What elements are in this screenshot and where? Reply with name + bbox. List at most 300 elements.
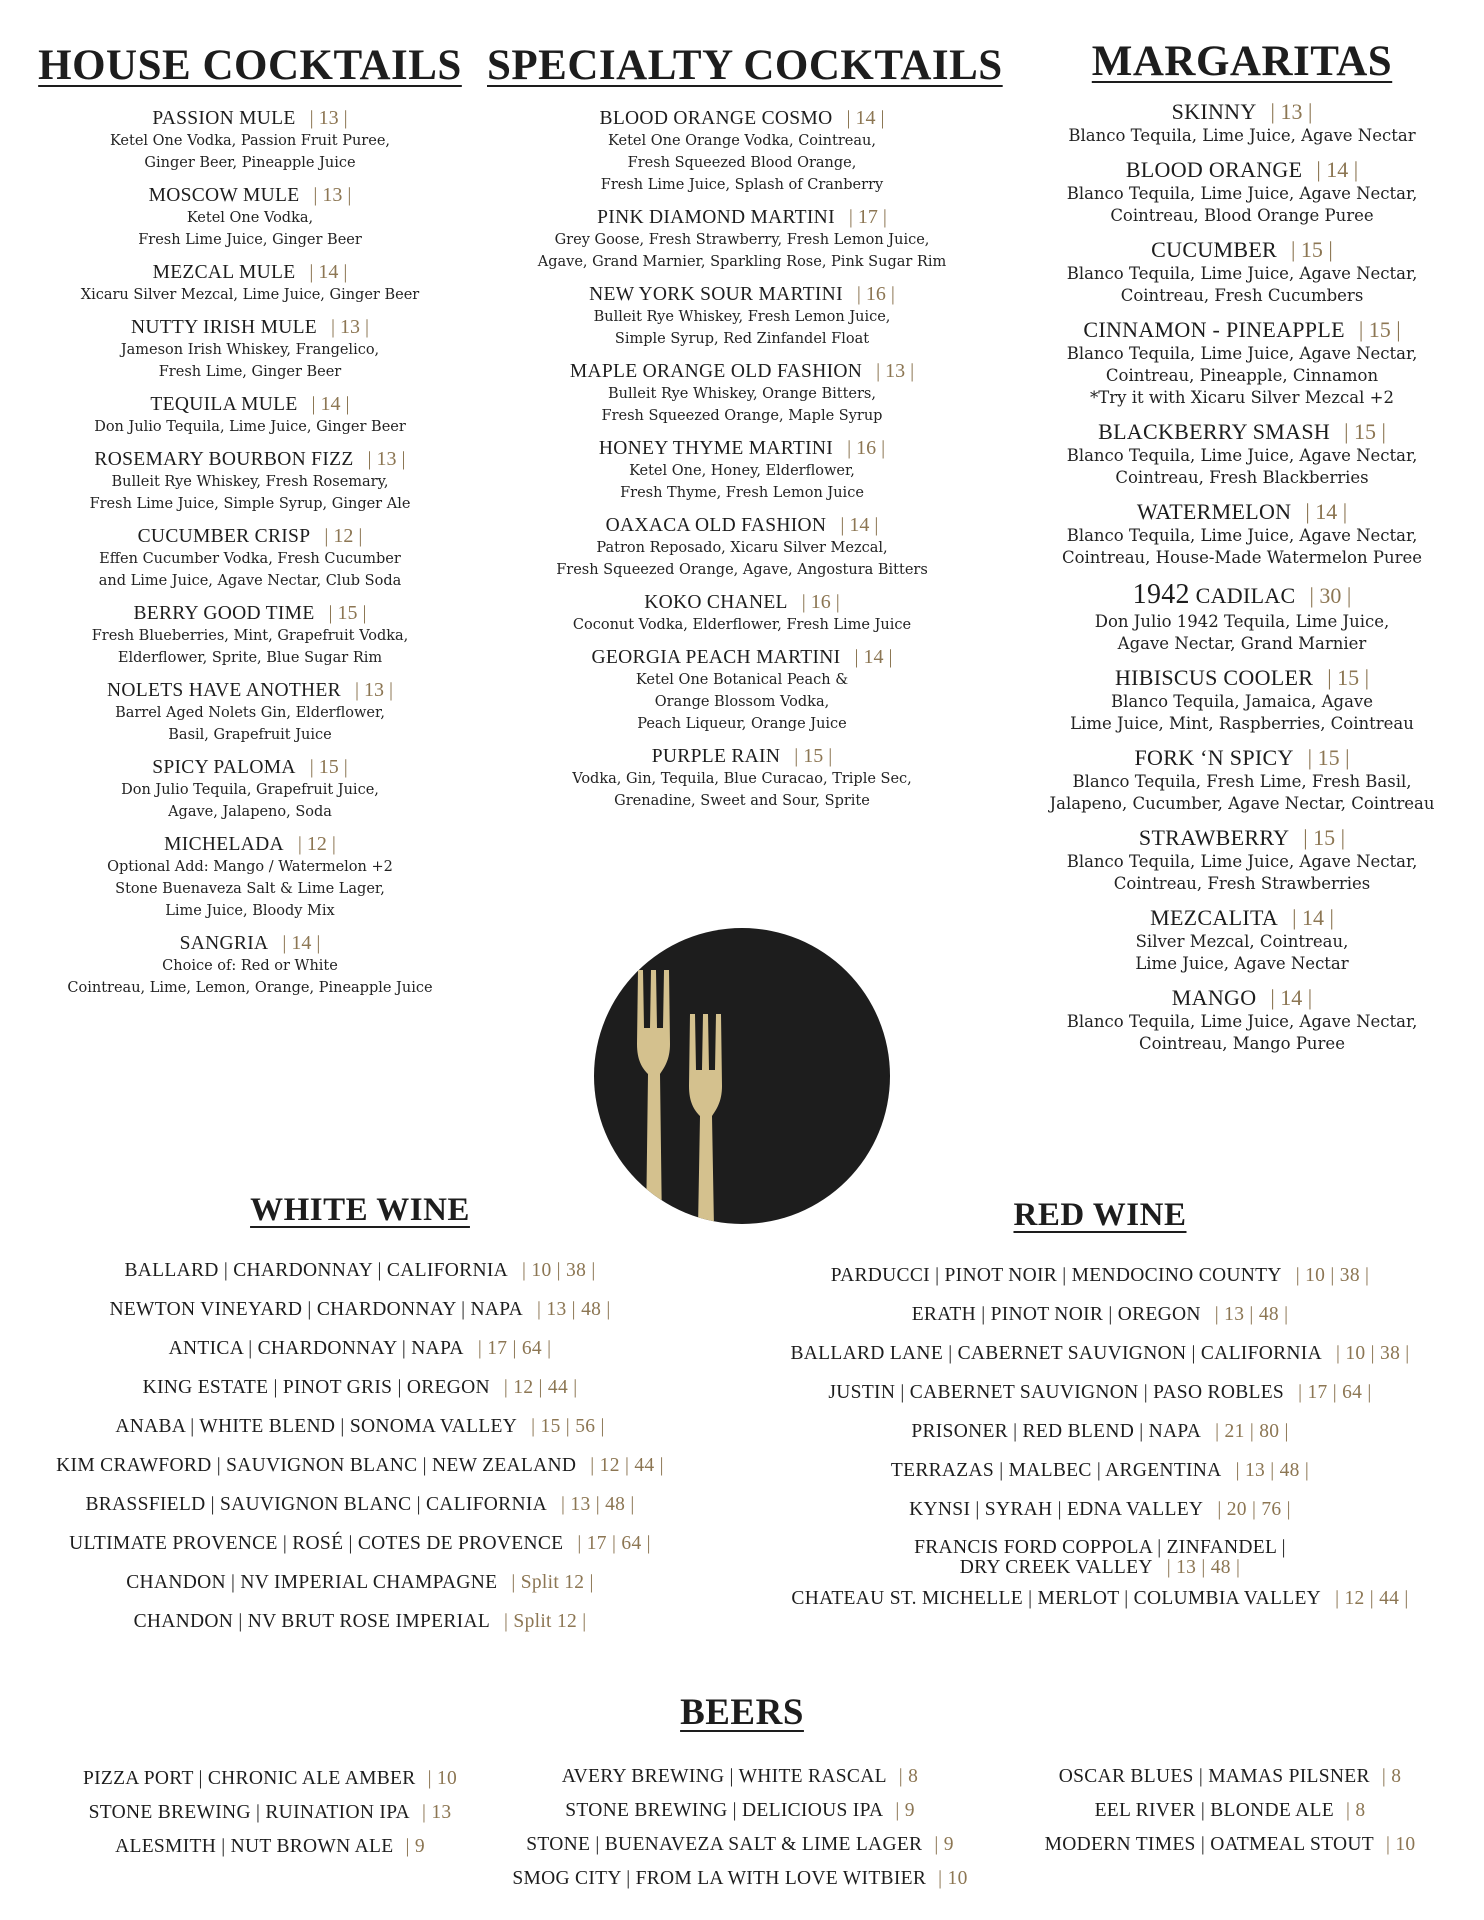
wine-name: CHANDON | NV BRUT ROSE IMPERIAL (133, 1611, 491, 1632)
menu-item (1022, 99, 1462, 147)
menu-item-price: | 14 | (1305, 499, 1348, 524)
menu-item-description: Blanco Tequila, Lime Juice, Agave Nectar, (1066, 1012, 1418, 1031)
menu-item-description: Fresh Squeezed Orange, Maple Syrup (601, 408, 883, 424)
menu-item-description: Cointreau, Mango Puree (1139, 1034, 1345, 1053)
beer-price: | 9 (405, 1836, 425, 1857)
beer-row (1010, 1828, 1450, 1862)
red-wine-title: RED WINE (1013, 1197, 1187, 1233)
beer-price: | 10 (938, 1868, 968, 1889)
wine-name-continued: DRY CREEK VALLEY (959, 1557, 1153, 1578)
menu-item-price: | 13 | (367, 448, 406, 470)
menu-item-description: Fresh Lime Juice, Ginger Beer (138, 232, 362, 248)
beer-price: | 10 (1385, 1834, 1416, 1855)
menu-item-description: Grenadine, Sweet and Sour, Sprite (614, 793, 870, 809)
wine-name: NEWTON VINEYARD | CHARDONNAY | NAPA (109, 1299, 524, 1320)
margaritas-title: MARGARITAS (1091, 38, 1393, 85)
menu-item-header (30, 184, 470, 207)
menu-item-description: Ketel One Botanical Peach & (635, 672, 849, 688)
wine-row (20, 1446, 700, 1485)
beers-column-3 (1010, 1760, 1450, 1862)
menu-item-name: CUCUMBER CRISP (137, 526, 311, 547)
wine-name: PARDUCCI | PINOT NOIR | MENDOCINO COUNTY (830, 1265, 1282, 1286)
menu-item-name: BLACKBERRY SMASH (1098, 419, 1331, 444)
menu-item (30, 932, 470, 999)
menu-item-description: Fresh Lime Juice, Simple Syrup, Ginger Ale (89, 496, 411, 512)
menu-item-price: | 15 | (309, 756, 348, 778)
menu-item-name: WATERMELON (1136, 499, 1292, 524)
beers-heading (592, 1694, 892, 1731)
menu-item-description: Fresh Squeezed Orange, Agave, Angostura Bitters (556, 562, 928, 578)
menu-item-name: NOLETS HAVE ANOTHER (107, 680, 341, 701)
menu-item (487, 745, 997, 812)
menu-item-price: | 13 | (309, 107, 348, 129)
wine-row (20, 1563, 700, 1602)
menu-item-name: PINK DIAMOND MARTINI (597, 207, 835, 228)
menu-item-description: Optional Add: Mango / Watermelon +2 (107, 859, 393, 875)
wine-row (20, 1251, 700, 1290)
wine-row (20, 1602, 700, 1641)
menu-item-description: Ginger Beer, Pineapple Juice (144, 155, 356, 171)
beer-name: EEL RIVER | BLONDE ALE (1094, 1800, 1334, 1821)
menu-item-description: Effen Cucumber Vodka, Fresh Cucumber (99, 551, 401, 567)
menu-item-price: | 16 | (856, 283, 895, 305)
menu-item-header (30, 679, 470, 702)
wine-price: | 13 | 48 | (561, 1494, 635, 1515)
menu-item (1022, 579, 1462, 655)
menu-item-description: Blanco Tequila, Lime Juice, Agave Nectar, (1066, 852, 1418, 871)
menu-item-description: Ketel One Orange Vodka, Cointreau, (608, 133, 876, 149)
menu-item-price: | 13 | (313, 184, 352, 206)
menu-item-description: Grey Goose, Fresh Strawberry, Fresh Lemon Juice, (554, 232, 930, 248)
beer-price: | 8 (1381, 1766, 1402, 1787)
beers-column-2 (480, 1760, 1000, 1896)
house-cocktails-title: HOUSE COCKTAILS (38, 42, 462, 89)
menu-item-name: SANGRIA (179, 933, 269, 954)
menu-item-header (30, 393, 470, 416)
menu-item (30, 316, 470, 383)
menu-item-name: SPICY PALOMA (152, 757, 296, 778)
menu-item-description: Orange Blossom Vodka, (654, 694, 830, 710)
menu-item-price: | 14 | (840, 514, 879, 536)
wine-price: | 21 | 80 | (1215, 1421, 1289, 1442)
menu-item-description: Choice of: Red or White (162, 958, 338, 974)
menu-item-description: Don Julio Tequila, Grapefruit Juice, (121, 782, 379, 798)
beer-name: AVERY BREWING | WHITE RASCAL (561, 1766, 887, 1787)
menu-item (30, 525, 470, 592)
menu-item (487, 646, 997, 735)
menu-item-price: | 15 | (1291, 237, 1333, 262)
wine-row (750, 1295, 1450, 1334)
menu-item-price: | 14 | (1316, 157, 1359, 182)
menu-item-header (1022, 985, 1462, 1011)
beers-title: BEERS (680, 1692, 804, 1733)
menu-item (30, 107, 470, 174)
beer-price: | 13 (421, 1802, 452, 1823)
beer-name: STONE BREWING | DELICIOUS IPA (565, 1800, 884, 1821)
menu-item-name: MAPLE ORANGE OLD FASHION (569, 361, 863, 382)
beer-row (40, 1830, 500, 1864)
wine-row (750, 1490, 1450, 1529)
beer-price: | 8 (1345, 1800, 1366, 1821)
menu-item-header (1022, 499, 1462, 525)
menu-item-description: Vodka, Gin, Tequila, Blue Curacao, Triple Sec, (572, 771, 912, 787)
menu-item-description: Lime Juice, Agave Nectar (1135, 954, 1349, 973)
menu-item-description: Lime Juice, Mint, Raspberries, Cointreau (1070, 714, 1414, 733)
beer-row (480, 1760, 1000, 1794)
menu-item-header (30, 525, 470, 548)
menu-item-description: Coconut Vodka, Elderflower, Fresh Lime Juice (572, 617, 912, 633)
menu-item-description: Cointreau, Fresh Strawberries (1113, 874, 1371, 893)
menu-item (1022, 745, 1462, 815)
menu-item-price: | 16 | (801, 591, 840, 613)
wine-name: BRASSFIELD | SAUVIGNON BLANC | CALIFORNIA (85, 1494, 548, 1515)
wine-price: | 13 | 48 | (1166, 1557, 1241, 1578)
house-cocktails-list (30, 107, 470, 999)
menu-item (1022, 237, 1462, 307)
beer-row (480, 1862, 1000, 1896)
menu-item-header (1022, 579, 1462, 611)
menu-item (1022, 985, 1462, 1055)
menu-item-price: | 15 | (1307, 745, 1350, 770)
wine-row (750, 1412, 1450, 1451)
menu-item-price: | 12 | (324, 525, 363, 547)
menu-item-description: Barrel Aged Nolets Gin, Elderflower, (115, 705, 385, 721)
menu-item-description: Agave, Grand Marnier, Sparkling Rose, Pink Sugar Rim (537, 254, 947, 270)
menu-item-price: | 13 | (331, 316, 370, 338)
red-wine-list (750, 1256, 1450, 1618)
menu-item-description: Blanco Tequila, Jamaica, Agave (1110, 692, 1374, 711)
beer-name: PIZZA PORT | CHRONIC ALE AMBER (82, 1768, 416, 1789)
beer-name: SMOG CITY | FROM LA WITH LOVE WITBIER (512, 1868, 927, 1889)
menu-item-header (1022, 317, 1462, 343)
menu-item-name: CUCUMBER (1151, 237, 1278, 262)
menu-item-price: | 15 | (1344, 419, 1386, 444)
menu-item-name: CINNAMON - PINEAPPLE (1083, 317, 1345, 342)
wine-price: | 12 | 44 | (590, 1455, 664, 1476)
beer-name: ALESMITH | NUT BROWN ALE (115, 1836, 394, 1857)
menu-item-header (30, 261, 470, 284)
beer-price: | 8 (898, 1766, 919, 1787)
menu-item (30, 184, 470, 251)
menu-item-header (487, 283, 997, 306)
menu-item-description: Agave Nectar, Grand Marnier (1117, 634, 1367, 653)
beer-name: STONE | BUENAVEZA SALT & LIME LAGER (526, 1834, 923, 1855)
wine-name: KYNSI | SYRAH | EDNA VALLEY (909, 1499, 1204, 1520)
wine-price: | 12 | 44 | (1335, 1588, 1409, 1609)
menu-item-description: Jameson Irish Whiskey, Frangelico, (120, 342, 380, 358)
beer-name: OSCAR BLUES | MAMAS PILSNER (1058, 1766, 1370, 1787)
menu-item-price: | 15 | (794, 745, 833, 767)
menu-item-description: Fresh Blueberries, Mint, Grapefruit Vodka, (91, 628, 409, 644)
beers-column-1 (40, 1762, 500, 1864)
white-wine-heading (150, 1194, 570, 1227)
menu-item-header (487, 646, 997, 669)
menu-item-description: Cointreau, House-Made Watermelon Puree (1061, 548, 1423, 567)
white-wine-list (20, 1251, 700, 1641)
specialty-cocktails-title: SPECIALTY COCKTAILS (487, 42, 1003, 89)
menu-item-description: Silver Mezcal, Cointreau, (1135, 932, 1349, 951)
wine-row (750, 1579, 1450, 1618)
wine-name: BALLARD | CHARDONNAY | CALIFORNIA (124, 1260, 509, 1281)
menu-item (1022, 499, 1462, 569)
menu-item-header (30, 107, 470, 130)
wine-price: | 10 | 38 | (522, 1260, 596, 1281)
menu-item-description: Blanco Tequila, Lime Juice, Agave Nectar, (1066, 344, 1418, 363)
wine-price: | 20 | 76 | (1217, 1499, 1291, 1520)
beer-price: | 10 (427, 1768, 458, 1789)
beer-row (480, 1794, 1000, 1828)
menu-item (487, 437, 997, 504)
wine-price: | 13 | 48 | (537, 1299, 611, 1320)
menu-item-name: OAXACA OLD FASHION (605, 515, 827, 536)
menu-item-header (1022, 237, 1462, 263)
menu-item (1022, 317, 1462, 409)
menu-item-header (487, 514, 997, 537)
menu-item-name: BERRY GOOD TIME (133, 603, 315, 624)
menu-item (487, 514, 997, 581)
menu-item-header (1022, 665, 1462, 691)
menu-item-description: Don Julio 1942 Tequila, Lime Juice, (1094, 612, 1390, 631)
wine-name: KING ESTATE | PINOT GRIS | OREGON (142, 1377, 490, 1398)
menu-item-description: Ketel One Vodka, (186, 210, 314, 226)
beer-name: STONE BREWING | RUINATION IPA (88, 1802, 410, 1823)
wine-price: | 13 | 48 | (1214, 1304, 1289, 1325)
menu-item (487, 591, 997, 636)
menu-item-name: MOSCOW MULE (148, 185, 300, 206)
menu-item-description: Blanco Tequila, Lime Juice, Agave Nectar, (1066, 264, 1418, 283)
menu-item-description: Blanco Tequila, Lime Juice, Agave Nectar (1068, 126, 1416, 145)
menu-item (1022, 905, 1462, 975)
wine-price: | Split 12 | (511, 1572, 594, 1593)
menu-item-description: Fresh Lime, Ginger Beer (158, 364, 342, 380)
menu-item-description: Cointreau, Fresh Blackberries (1115, 468, 1369, 487)
menu-item (30, 448, 470, 515)
menu-item (1022, 665, 1462, 735)
menu-item-name: HONEY THYME MARTINI (598, 438, 834, 459)
menu-item-price: | 14 | (846, 107, 885, 129)
menu-item-description: Ketel One Vodka, Passion Fruit Puree, (109, 133, 391, 149)
wine-price: | 10 | 38 | (1335, 1343, 1410, 1364)
menu-item-price: | 15 | (328, 602, 367, 624)
menu-item-header (1022, 745, 1462, 771)
wine-price: | 17 | 64 | (477, 1338, 552, 1359)
menu-item (487, 107, 997, 196)
menu-item-price: | 15 | (1358, 317, 1401, 342)
menu-item-header (30, 448, 470, 471)
white-wine-title: WHITE WINE (250, 1192, 470, 1228)
beer-row (1010, 1760, 1450, 1794)
menu-item-header (30, 756, 470, 779)
menu-item-description: Don Julio Tequila, Lime Juice, Ginger Beer (94, 419, 406, 435)
menu-item-name: TEQUILA MULE (150, 394, 298, 415)
wine-name: ANABA | WHITE BLEND | SONOMA VALLEY (115, 1416, 518, 1437)
wine-name: ULTIMATE PROVENCE | ROSÉ | COTES DE PROVENCE (69, 1533, 564, 1554)
menu-item-header (30, 932, 470, 955)
menu-item-price: | 30 | (1309, 583, 1352, 608)
wine-name: ERATH | PINOT NOIR | OREGON (911, 1304, 1201, 1325)
menu-item-name: PURPLE RAIN (651, 746, 781, 767)
wine-price: | 17 | 64 | (577, 1533, 651, 1554)
specialty-cocktails-list (487, 107, 997, 812)
wine-row (750, 1334, 1450, 1373)
menu-item-description: Jalapeno, Cucumber, Agave Nectar, Cointreau (1049, 794, 1435, 813)
menu-item-description: Peach Liqueur, Orange Juice (637, 716, 847, 732)
menu-item-description: Cointreau, Pineapple, Cinnamon (1105, 366, 1379, 385)
menu-item-header (1022, 825, 1462, 851)
menu-item-header (487, 206, 997, 229)
wine-name: BALLARD LANE | CABERNET SAUVIGNON | CALIFORNIA (790, 1343, 1322, 1364)
menu-item-description: Fresh Squeezed Blood Orange, (627, 155, 857, 171)
wine-price: | 13 | 48 | (1235, 1460, 1310, 1481)
menu-item (1022, 825, 1462, 895)
menu-item-description: Blanco Tequila, Lime Juice, Agave Nectar, (1066, 446, 1418, 465)
menu-item-header (487, 107, 997, 130)
menu-item-name: 1942 CADILAC (1132, 579, 1296, 610)
wine-name: CHANDON | NV IMPERIAL CHAMPAGNE (126, 1572, 498, 1593)
menu-item-header (487, 591, 997, 614)
specialty-cocktails-section (487, 42, 1003, 822)
beer-price: | 9 (934, 1834, 954, 1855)
menu-item-description: Blanco Tequila, Fresh Lime, Fresh Basil, (1072, 772, 1412, 791)
menu-item-header (1022, 99, 1462, 125)
wine-row (750, 1256, 1450, 1295)
wine-row (750, 1529, 1450, 1579)
menu-item (30, 833, 470, 922)
menu-item-price: | 13 | (876, 360, 915, 382)
menu-item-description: Cointreau, Blood Orange Puree (1110, 206, 1374, 225)
beer-row (40, 1796, 500, 1830)
wine-row (20, 1407, 700, 1446)
menu-item-header (487, 745, 997, 768)
menu-item-name: NEW YORK SOUR MARTINI (589, 284, 843, 305)
menu-item (30, 679, 470, 746)
menu-item-description: Fresh Lime Juice, Splash of Cranberry (600, 177, 884, 193)
forks-icon (594, 928, 890, 1224)
menu-item-price: | 14 | (309, 261, 348, 283)
menu-item-description: Bulleit Rye Whiskey, Orange Bitters, (608, 386, 876, 402)
wine-name: PRISONER | RED BLEND | NAPA (911, 1421, 1202, 1442)
menu-item (30, 602, 470, 669)
wine-price: | 10 | 38 | (1295, 1265, 1370, 1286)
menu-item-description: *Try it with Xicaru Silver Mezcal +2 (1090, 388, 1394, 407)
menu-item-name: ROSEMARY BOURBON FIZZ (94, 449, 354, 470)
menu-item-description: Fresh Thyme, Fresh Lemon Juice (620, 485, 864, 501)
wine-row (20, 1329, 700, 1368)
menu-item-price: | 13 | (1270, 99, 1313, 124)
menu-item-name: SKINNY (1171, 99, 1257, 124)
beer-row (480, 1828, 1000, 1862)
menu-item-name: STRAWBERRY (1138, 825, 1290, 850)
wine-price: | Split 12 | (504, 1611, 587, 1632)
menu-item-description: Bulleit Rye Whiskey, Fresh Lemon Juice, (593, 309, 891, 325)
menu-item-price: | 14 | (1292, 905, 1334, 930)
menu-item-price: | 14 | (311, 393, 350, 415)
menu-item-price: | 15 | (1303, 825, 1346, 850)
menu-item-price: | 16 | (847, 437, 886, 459)
menu-item-description: Stone Buenaveza Salt & Lime Lager, (115, 881, 385, 897)
wine-row (20, 1290, 700, 1329)
menu-item-name: MICHELADA (164, 834, 284, 855)
menu-item-header (1022, 157, 1462, 183)
menu-item-price: | 15 | (1327, 665, 1370, 690)
menu-item-price: | 14 | (1270, 985, 1313, 1010)
menu-item-header (1022, 419, 1462, 445)
menu-item-name: FORK ‘N SPICY (1134, 745, 1294, 770)
menu-item-name: NUTTY IRISH MULE (130, 317, 318, 338)
menu-item-name: MEZCALITA (1150, 905, 1279, 930)
red-wine-heading (890, 1199, 1310, 1232)
menu-item-description: Simple Syrup, Red Zinfandel Float (614, 331, 870, 347)
menu-item-price: | 14 | (854, 646, 893, 668)
menu-item (487, 206, 997, 273)
wine-name: ANTICA | CHARDONNAY | NAPA (168, 1338, 464, 1359)
beer-row (40, 1762, 500, 1796)
menu-item (30, 756, 470, 823)
menu-item-description: Cointreau, Lime, Lemon, Orange, Pineapple Juice (67, 980, 433, 996)
menu-item-description: Blanco Tequila, Lime Juice, Agave Nectar, (1066, 526, 1418, 545)
menu-item-description: Lime Juice, Bloody Mix (165, 903, 335, 919)
menu-item-price: | 13 | (354, 679, 393, 701)
menu-item-header (30, 833, 470, 856)
menu-item-header (30, 316, 470, 339)
menu-item-description: Basil, Grapefruit Juice (168, 727, 332, 743)
wine-row (750, 1451, 1450, 1490)
menu-item-name: KOKO CHANEL (644, 592, 788, 613)
wine-price: | 15 | 56 | (531, 1416, 605, 1437)
menu-item-name: MEZCAL MULE (152, 262, 296, 283)
menu-item-description: and Lime Juice, Agave Nectar, Club Soda (98, 573, 402, 589)
beer-name: MODERN TIMES | OATMEAL STOUT (1044, 1834, 1374, 1855)
margaritas-section (1022, 40, 1462, 1065)
menu-item (30, 393, 470, 438)
menu-item (1022, 419, 1462, 489)
menu-item-header (1022, 905, 1462, 931)
wine-row (750, 1373, 1450, 1412)
menu-item-description: Agave, Jalapeno, Soda (168, 804, 332, 820)
menu-item-header (487, 437, 997, 460)
menu-item-description: Blanco Tequila, Lime Juice, Agave Nectar, (1066, 184, 1418, 203)
wine-name: CHATEAU ST. MICHELLE | MERLOT | COLUMBIA VALLEY (791, 1588, 1322, 1609)
wine-name: FRANCIS FORD COPPOLA | ZINFANDEL | (914, 1537, 1286, 1558)
menu-item-header (30, 602, 470, 625)
menu-item-description: Xicaru Silver Mezcal, Lime Juice, Ginger Beer (80, 287, 420, 303)
menu-item-name: MANGO (1171, 985, 1257, 1010)
menu-item (487, 360, 997, 427)
menu-item-price: | 12 | (297, 833, 336, 855)
wine-name: TERRAZAS | MALBEC | ARGENTINA (890, 1460, 1222, 1481)
wine-price: | 17 | 64 | (1298, 1382, 1372, 1403)
menu-item-description: Elderflower, Sprite, Blue Sugar Rim (117, 650, 383, 666)
menu-item-description: Patron Reposado, Xicaru Silver Mezcal, (596, 540, 888, 556)
wine-row (20, 1368, 700, 1407)
menu-item-name: BLOOD ORANGE (1125, 157, 1303, 182)
menu-item-price: | 17 | (848, 206, 887, 228)
menu-item-name: BLOOD ORANGE COSMO (599, 108, 833, 129)
menu-item (1022, 157, 1462, 227)
margaritas-list (1022, 99, 1462, 1055)
menu-item-price: | 14 | (282, 932, 321, 954)
menu-item-name: GEORGIA PEACH MARTINI (591, 647, 841, 668)
menu-item-description: Ketel One, Honey, Elderflower, (629, 463, 855, 479)
menu-item-name: HIBISCUS COOLER (1114, 665, 1314, 690)
menu-item-name: PASSION MULE (152, 108, 296, 129)
menu-item-header (487, 360, 997, 383)
wine-price: | 12 | 44 | (503, 1377, 578, 1398)
beer-price: | 9 (895, 1800, 915, 1821)
menu-item (30, 261, 470, 306)
house-cocktails-section (30, 44, 470, 1009)
menu-item-description: Cointreau, Fresh Cucumbers (1120, 286, 1364, 305)
